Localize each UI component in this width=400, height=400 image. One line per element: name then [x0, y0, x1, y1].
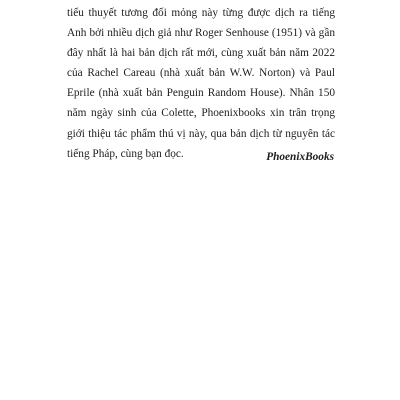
paragraph-line: giới thiệu tác phẩm thú vị này, qua bản dịch từ nguyên tác: [67, 127, 335, 140]
paragraph-line: Anh bởi nhiều dịch giả như Roger Senhouse (1951) và gần: [67, 27, 335, 40]
publisher-signature: PhoenixBooks: [266, 151, 334, 163]
paragraph-line: năm ngày sinh của Colette, Phoenixbooks xin trân trọng: [67, 107, 335, 120]
paragraph-line: Eprile (nhà xuất bản Penguin Random House). Nhân 150: [67, 87, 335, 100]
paragraph-line: tiếng Pháp, cùng bạn đọc.: [67, 147, 184, 160]
body-paragraph: [67, 3, 335, 164]
paragraph-line: của Rachel Careau (nhà xuất bản W.W. Norton) và Paul: [67, 67, 335, 80]
paragraph-line: đây nhất là hai bản dịch rất mới, cùng xuất bản năm 2022: [67, 47, 335, 60]
paragraph-line: tiểu thuyết tương đối mỏng này từng được dịch ra tiếng: [67, 7, 335, 19]
